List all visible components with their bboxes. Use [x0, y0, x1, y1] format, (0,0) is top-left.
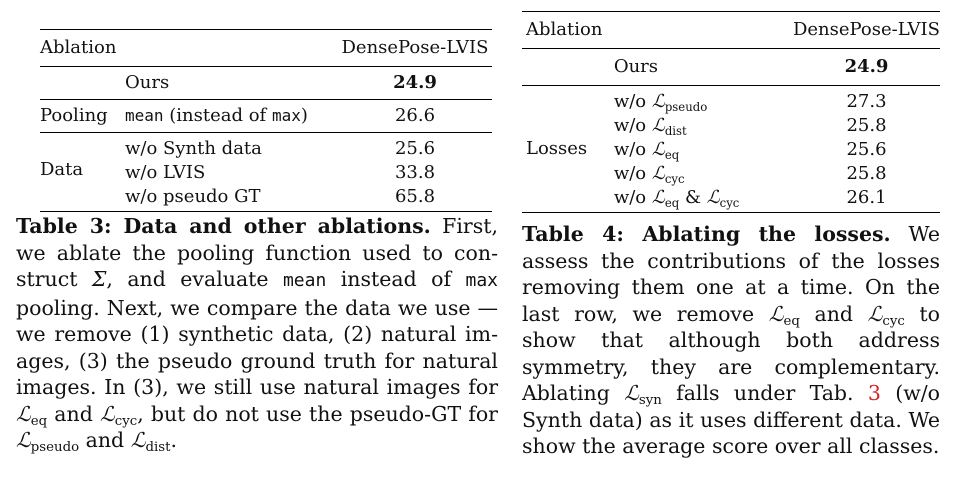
loss-symbol: ℒ	[706, 187, 720, 208]
loss-subscript: pseudo	[30, 440, 80, 455]
pooling-label	[125, 100, 338, 133]
loss-symbol: ℒ	[651, 115, 665, 136]
table-row	[40, 133, 492, 162]
row-value: 26.1	[846, 187, 887, 208]
loss-subscript: cyc	[664, 172, 685, 186]
loss-symbol: ℒ	[130, 428, 146, 452]
row-value: 25.8	[846, 163, 887, 184]
ours-label: Ours	[125, 72, 170, 93]
row-value: 65.8	[394, 186, 436, 207]
table-4	[522, 11, 940, 213]
row-amp: &	[679, 187, 707, 208]
loss-subscript: cyc	[719, 196, 740, 210]
loss-symbol: ℒ	[16, 428, 31, 452]
group-losses: Losses	[526, 138, 588, 159]
row-value: 33.8	[394, 162, 436, 183]
caption-title: Table 3: Data and other ablations.	[16, 214, 431, 238]
table-4-caption	[522, 221, 940, 460]
caption-text: (w/o Synth data) as it uses different data. We show the average score over all classes.	[522, 381, 940, 458]
caption-text: pooling. Next, we compare the data we use — we remove (1) synthetic data, (2) natural images, (3) the pseudo ground truth for natural images. In (3), we still use natural images for	[16, 295, 498, 399]
row-prefix: w/o	[613, 139, 652, 160]
loss-symbol: ℒ	[16, 401, 31, 426]
sigma-symbol: Σ	[91, 267, 107, 291]
table-3-caption	[16, 213, 498, 454]
row-prefix: w/o	[613, 163, 652, 184]
table-4-column	[522, 0, 940, 460]
caption-text: We assess the contributions of the losses removing them one at a time. On the last row, we remove	[522, 222, 940, 326]
loss-symbol: ℒ	[651, 139, 665, 160]
caption-text: instead of	[326, 267, 466, 291]
table-3	[40, 29, 492, 212]
header-ablation: Ablation	[40, 37, 117, 58]
code-mean: mean	[282, 270, 327, 291]
loss-symbol: ℒ	[651, 91, 665, 112]
row-label: w/o Synth data	[125, 138, 262, 159]
loss-symbol: ℒ	[867, 301, 883, 326]
loss-subscript: dist	[664, 124, 687, 138]
caption-text: , and evaluate	[106, 267, 283, 291]
row-label	[614, 86, 793, 115]
loss-subscript: eq	[664, 196, 680, 210]
row-label	[614, 186, 793, 213]
loss-subscript: pseudo	[664, 100, 708, 114]
code-mean: mean	[125, 106, 164, 125]
group-pooling: Pooling	[40, 105, 108, 126]
row-prefix: w/o	[613, 187, 652, 208]
row-label	[614, 114, 793, 138]
caption-text: falls under Tab.	[661, 381, 868, 405]
row-prefix: w/o	[613, 115, 652, 136]
row-value: 25.6	[846, 139, 887, 160]
row-prefix: w/o	[613, 91, 652, 112]
ours-value: 24.9	[393, 72, 437, 93]
table-3-column	[16, 0, 498, 454]
code-max: max	[465, 270, 498, 291]
table-header-row	[40, 30, 492, 67]
row-value: 25.8	[846, 115, 887, 136]
ours-value: 24.9	[844, 56, 889, 77]
table-3-ref-link[interactable]: 3	[867, 381, 881, 405]
caption-text: to show that although both address symmetry, they are complementary. Ablating	[522, 301, 940, 405]
loss-subscript: cyc	[114, 413, 138, 429]
pooling-close: )	[300, 105, 308, 126]
loss-subscript: eq	[30, 413, 48, 429]
loss-subscript: eq	[783, 313, 800, 329]
caption-text: First, we ablate the pooling function used to construct	[16, 214, 498, 291]
loss-symbol: ℒ	[651, 163, 665, 184]
group-data: Data	[40, 159, 84, 180]
loss-subscript: dist	[145, 440, 171, 455]
header-metric: DensePose-LVIS	[792, 19, 940, 40]
row-label	[614, 138, 793, 162]
table-header-row	[522, 12, 940, 49]
loss-symbol: ℒ	[768, 301, 784, 326]
row-label: w/o LVIS	[125, 162, 206, 183]
caption-text: , but do not use the pseudo-GT for	[137, 401, 498, 426]
loss-symbol: ℒ	[99, 401, 115, 426]
ours-label: Ours	[613, 56, 659, 77]
caption-text: and	[799, 301, 868, 326]
caption-text: and	[47, 401, 100, 426]
loss-symbol: ℒ	[624, 381, 639, 405]
ours-row	[40, 67, 492, 100]
loss-subscript: cyc	[882, 313, 905, 329]
loss-symbol: ℒ	[651, 187, 665, 208]
code-max: max	[271, 106, 301, 125]
loss-subscript: syn	[638, 393, 662, 408]
pooling-text: (instead of	[163, 105, 272, 126]
header-ablation: Ablation	[526, 19, 603, 40]
ours-row	[522, 49, 940, 86]
caption-text: and	[79, 428, 131, 452]
row-value: 25.6	[394, 138, 436, 159]
caption-text: .	[170, 428, 177, 452]
row-value: 27.3	[846, 91, 887, 112]
row-label	[614, 162, 793, 186]
row-label: w/o pseudo GT	[125, 186, 261, 207]
caption-title: Table 4: Ablating the losses.	[522, 222, 891, 246]
table-row	[522, 86, 940, 115]
loss-subscript: eq	[664, 148, 680, 162]
pooling-row	[40, 100, 492, 133]
header-metric: DensePose-LVIS	[341, 37, 489, 58]
pooling-value: 26.6	[394, 105, 436, 126]
